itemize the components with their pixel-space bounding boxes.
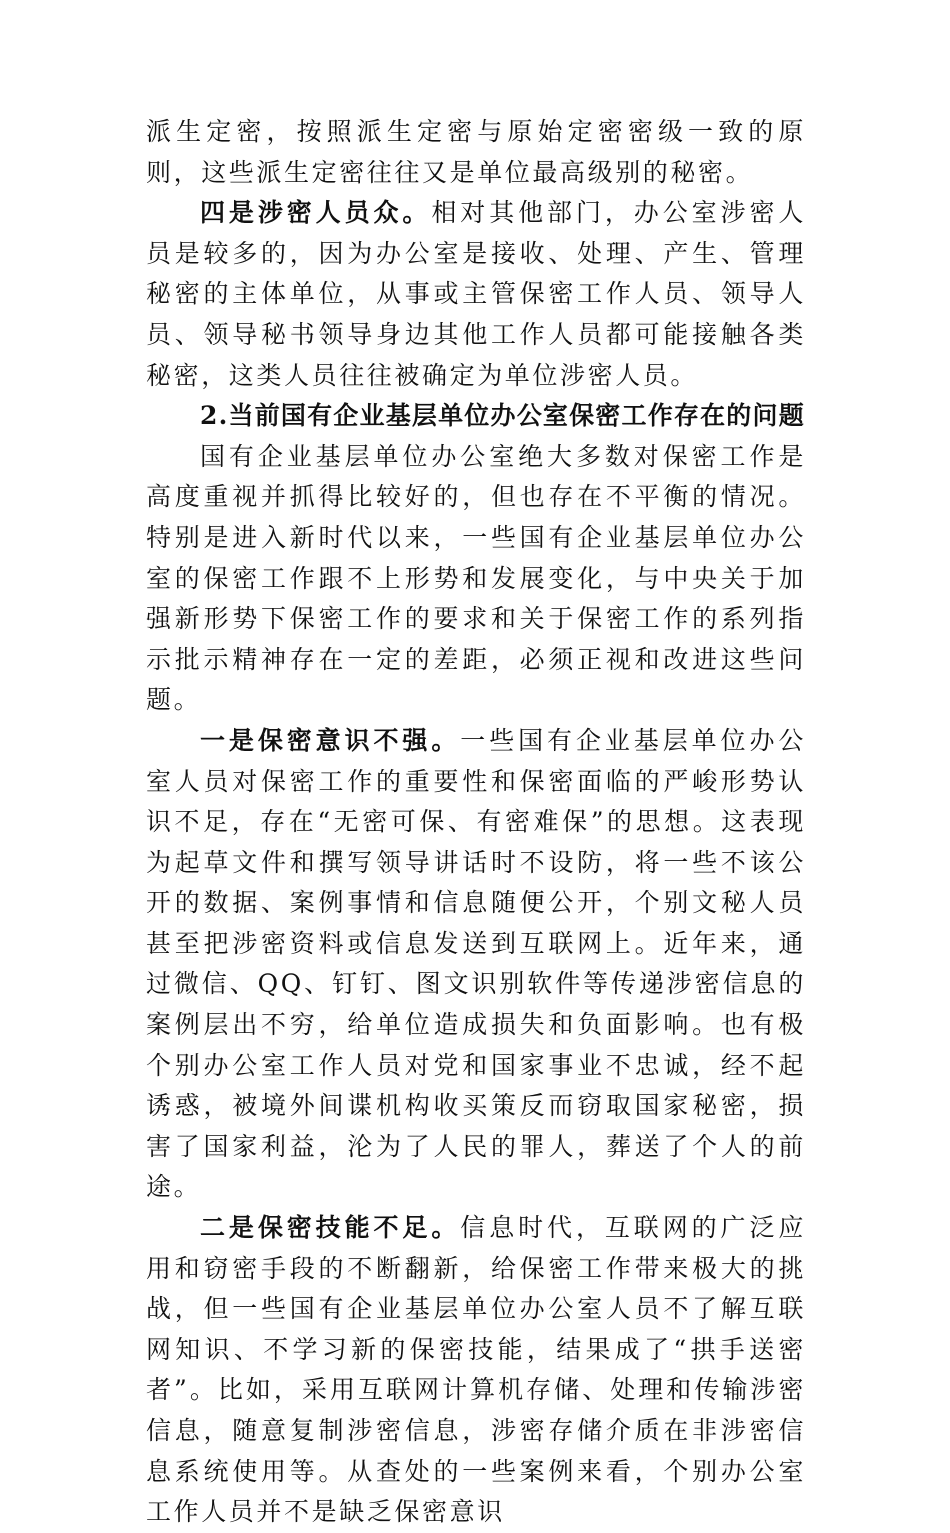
paragraph-text: 相对其他部门，办公室涉密人员是较多的，因为办公室是接收、处理、产生、管理秘密的主体单位，从事或主管保密工作人员、领导人员、领导秘书领导身边其他工作人员都可能接触各类秘密，这类人员往往被确定为单位涉密人员。 (146, 198, 806, 390)
paragraph-awareness (146, 721, 806, 1208)
paragraph-lead: 二是保密技能不足。 (200, 1213, 461, 1243)
paragraph-lead: 一是保密意识不强。 (200, 725, 461, 755)
paragraph-personnel (146, 193, 806, 396)
paragraph-text: 派生定密，按照派生定密与原始定密密级一致的原则，这些派生定密往往又是单位最高级别的秘密。 (146, 117, 806, 187)
paragraph-continued (146, 112, 806, 193)
section-heading: 2.当前国有企业基层单位办公室保密工作存在的问题 (200, 401, 805, 431)
paragraph-skills (146, 1208, 806, 1533)
paragraph-text: 信息时代，互联网的广泛应用和窃密手段的不断翻新，给保密工作带来极大的挑战，但一些国有企业基层单位办公室人员不了解互联网知识、不学习新的保密技能，结果成了“拱手送密者”。比如，采用互联网计算机存储、处理和传输涉密信息，随意复制涉密信息，涉密存储介质在非涉密信息系统使用等。从查处的一些案例来看，个别办公室工作人员并不是缺乏保密意识 (146, 1213, 806, 1527)
paragraph-intro (146, 437, 806, 721)
document-body (146, 112, 806, 1533)
paragraph-text: 国有企业基层单位办公室绝大多数对保密工作是高度重视并抓得比较好的，但也存在不平衡的情况。特别是进入新时代以来，一些国有企业基层单位办公室的保密工作跟不上形势和发展变化，与中央关于加强新形势下保密工作的要求和关于保密工作的系列指示批示精神存在一定的差距，必须正视和改进这些问题。 (146, 441, 806, 715)
paragraph-text: 一些国有企业基层单位办公室人员对保密工作的重要性和保密面临的严峻形势认识不足，存在“无密可保、有密难保”的思想。这表现为起草文件和撰写领导讲话时不设防，将一些不该公开的数据、案例事情和信息随便公开，个别文秘人员甚至把涉密资料或信息发送到互联网上。近年来，通过微信、QQ、钉钉、图文识别软件等传递涉密信息的案例层出不穷，给单位造成损失和负面影响。也有极个别办公室工作人员对党和国家事业不忠诚，经不起诱惑，被境外间谍机构收买策反而窃取国家秘密，损害了国家利益，沦为了人民的罪人，葬送了个人的前途。 (146, 725, 806, 1202)
paragraph-lead: 四是涉密人员众。 (200, 198, 432, 228)
